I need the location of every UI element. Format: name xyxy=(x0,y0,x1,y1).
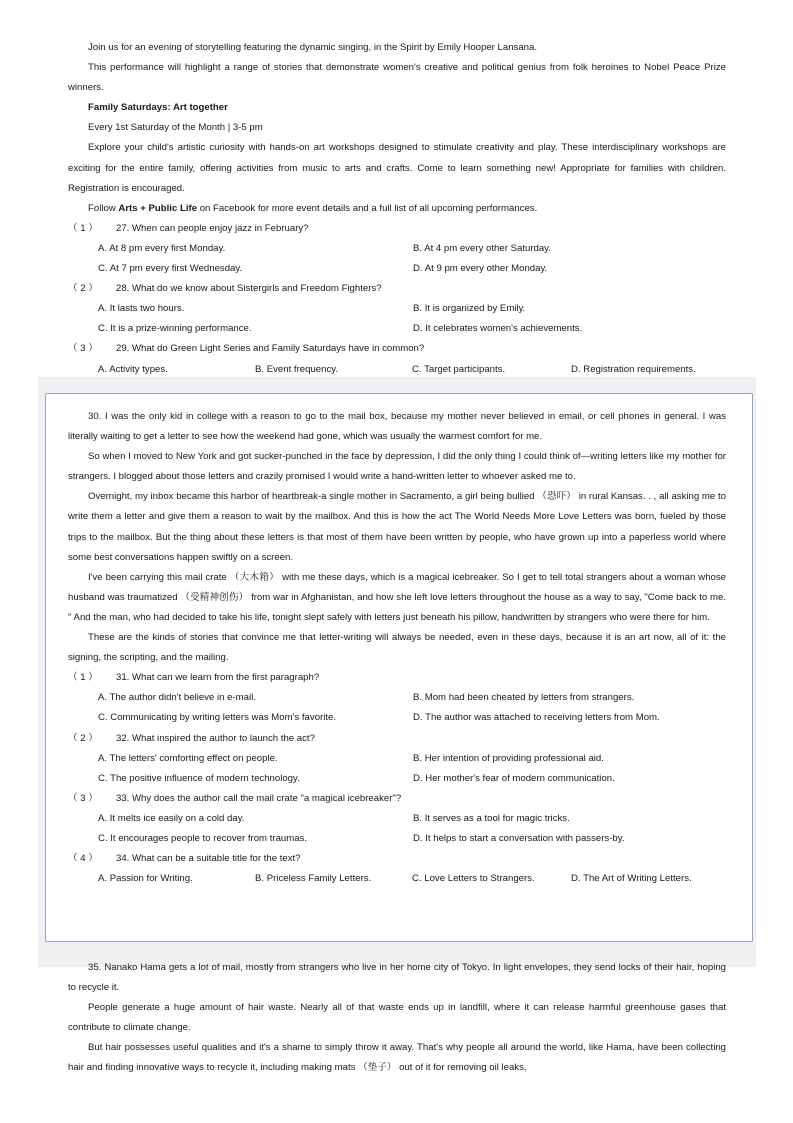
option-b[interactable]: B. Mom had been cheated by letters from strangers. xyxy=(413,692,635,704)
question-block xyxy=(68,849,726,889)
option-d[interactable]: D. At 9 pm every other Monday. xyxy=(413,263,548,275)
question-block xyxy=(68,219,726,279)
question-stem xyxy=(68,279,726,299)
option-d[interactable]: D. The author was attached to receiving letters from Mom. xyxy=(413,712,660,724)
option-a[interactable]: A. The letters' comforting effect on people. xyxy=(98,752,278,764)
option-c[interactable]: C. Target participants. xyxy=(412,363,506,375)
question-text: 32. What inspired the author to launch the act? xyxy=(116,732,315,744)
option-c[interactable]: C. The positive influence of modern technology. xyxy=(98,772,300,784)
option-a[interactable]: A. Passion for Writing. xyxy=(98,873,193,885)
section-passage-arts xyxy=(68,38,726,380)
option-a[interactable]: A. It lasts two hours. xyxy=(98,303,185,315)
section-passage-hair xyxy=(68,958,726,1079)
paragraph: People generate a huge amount of hair waste. Nearly all of that waste ends up in landfill, where it can release harmful greenhouse gases that contribute to climate change. xyxy=(68,1002,726,1034)
question-stem xyxy=(68,668,726,688)
intro-paragraph-1: Join us for an evening of storytelling featuring the dynamic singing, in the Spirit by Emily Hooper Lansana. xyxy=(88,42,538,53)
question-block xyxy=(68,279,726,339)
follow-line xyxy=(68,199,726,219)
question-text: 28. What do we know about Sistergirls and Freedom Fighters? xyxy=(116,283,382,295)
intro-paragraph-2: This performance will highlight a range of stories that demonstrate women's creative and political genius from folk heroines to Nobel Peace Prize winners. xyxy=(68,62,726,94)
options-grid xyxy=(68,299,726,339)
paragraph: But hair possesses useful qualities and it's a shame to simply throw it away. That's why people all around the world, like Hama, have been collecting hair and finding innovative ways to recycle it, including making mats （垫子） out of it for removing oil leaks, xyxy=(68,1042,726,1074)
option-c[interactable]: C. Love Letters to Strangers. xyxy=(412,873,535,885)
option-c[interactable]: C. It encourages people to recover from traumas. xyxy=(98,832,308,844)
option-b[interactable]: B. Her intention of providing professional aid. xyxy=(413,752,604,764)
options-grid xyxy=(68,688,726,728)
question-stem xyxy=(68,849,726,869)
option-d[interactable]: D. Registration requirements. xyxy=(571,363,696,375)
options-grid xyxy=(68,809,726,849)
option-d[interactable]: D. Her mother's fear of modern communication. xyxy=(413,772,615,784)
option-b[interactable]: B. It serves as a tool for magic tricks. xyxy=(413,812,570,824)
option-d[interactable]: D. The Art of Writing Letters. xyxy=(571,873,692,885)
answer-blank[interactable]: （ 1 ） xyxy=(68,672,98,684)
answer-blank[interactable]: （ 3 ） xyxy=(68,792,98,804)
paragraph: Overnight, my inbox became this harbor of heartbreak-a single mother in Sacramento, a girl being bullied （恐吓） in rural Kansas. . , all asking me to write them a letter and give them a reason to wait by the mailbox. And this is how the act The World Needs More Love Letters was born, fueled by those trips to the mailbox. But the thing about these letters is that most of them have been written by people, who have grown up into a paperless world where some best conversations happen swiftly on a screen. xyxy=(68,491,726,563)
question-text: 31. What can we learn from the first paragraph? xyxy=(116,672,320,684)
option-c[interactable]: C. Communicating by writing letters was Mom's favorite. xyxy=(98,712,337,724)
question-text: 27. When can people enjoy jazz in February? xyxy=(116,222,309,234)
event-heading: Family Saturdays: Art together xyxy=(88,102,228,114)
answer-blank[interactable]: （ 2 ） xyxy=(68,732,98,744)
options-grid xyxy=(68,239,726,279)
answer-blank[interactable]: （ 4 ） xyxy=(68,853,98,865)
option-b[interactable]: B. At 4 pm every other Saturday. xyxy=(413,242,551,254)
option-b[interactable]: B. Event frequency. xyxy=(255,363,339,375)
question-stem xyxy=(68,339,726,359)
event-description: Explore your child's artistic curiosity with hands-on art workshops designed to stimulate creativity and play. These interdisciplinary workshops are exciting for the entire family, offering activities from music to arts and crafts. Come to learn something new! Appropriate for families with children. Registration is encouraged. xyxy=(68,142,726,194)
answer-blank[interactable]: （ 2 ） xyxy=(68,283,98,295)
follow-bold: Arts + Public Life xyxy=(118,202,198,214)
event-schedule: Every 1st Saturday of the Month | 3-5 pm xyxy=(88,122,263,134)
option-a[interactable]: A. At 8 pm every first Monday. xyxy=(98,242,226,254)
option-c[interactable]: C. It is a prize-winning performance. xyxy=(98,323,252,335)
question-text: 29. What do Green Light Series and Family Saturdays have in common? xyxy=(116,343,425,355)
option-d[interactable]: D. It helps to start a conversation with passers-by. xyxy=(413,832,625,844)
paragraph: So when I moved to New York and got sucker-punched in the face by depression, I did the only thing I could think of—writing letters like my mother for strangers. I blogged about those letters and crazily promised I would write a hand-written letter to whoever asked me to. xyxy=(68,451,726,483)
section-passage-letters xyxy=(68,407,726,889)
question-stem xyxy=(68,219,726,239)
option-b[interactable]: B. Priceless Family Letters. xyxy=(255,873,372,885)
option-d[interactable]: D. It celebrates women's achievements. xyxy=(413,323,583,335)
paragraph: 35. Nanako Hama gets a lot of mail, mostly from strangers who live in her home city of Tokyo. In light envelopes, they send locks of their hair, hoping to recycle it. xyxy=(68,962,726,994)
option-a[interactable]: A. Activity types. xyxy=(98,363,168,375)
question-block xyxy=(68,339,726,379)
answer-blank[interactable]: （ 1 ） xyxy=(68,222,98,234)
paragraph: These are the kinds of stories that convince me that letter-writing will always be needed, even in these days, because it is an art now, all of it: the signing, the scripting, and the mailing. xyxy=(68,632,726,664)
question-text: 34. What can be a suitable title for the text? xyxy=(116,853,301,865)
options-grid xyxy=(68,749,726,789)
paragraph: 30. I was the only kid in college with a reason to go to the mail box, because my mother never believed in email, or cell phones in general. I was literally waiting to get a letter to see how the weekend had gone, which was usually the warmest comfort for me. xyxy=(68,411,726,443)
options-row xyxy=(68,869,726,889)
question-block xyxy=(68,729,726,789)
answer-blank[interactable]: （ 3 ） xyxy=(68,343,98,355)
option-a[interactable]: A. The author didn't believe in e-mail. xyxy=(98,692,256,704)
question-stem xyxy=(68,789,726,809)
question-block xyxy=(68,789,726,849)
option-a[interactable]: A. It melts ice easily on a cold day. xyxy=(98,812,245,824)
option-b[interactable]: B. It is organized by Emily. xyxy=(413,303,526,315)
follow-prefix: Follow xyxy=(88,202,119,214)
paragraph: I've been carrying this mail crate （大木箱） with me these days, which is a magical icebreaker. So I get to tell total strangers about a woman whose husband was traumatized （受精神创伤） from war in Afghanistan, and how she left love letters throughout the house as a way to say, "Come back to me. " And the man, who had decided to take his life, tonight slept safely with letters just beneath his pillow, handwritten by strangers who were there for him. xyxy=(68,571,726,623)
question-block xyxy=(68,668,726,728)
follow-suffix: on Facebook for more event details and a full list of all upcoming performances. xyxy=(197,202,538,214)
option-c[interactable]: C. At 7 pm every first Wednesday. xyxy=(98,263,243,275)
question-text: 33. Why does the author call the mail crate "a magical icebreaker"? xyxy=(116,792,402,804)
question-stem xyxy=(68,729,726,749)
